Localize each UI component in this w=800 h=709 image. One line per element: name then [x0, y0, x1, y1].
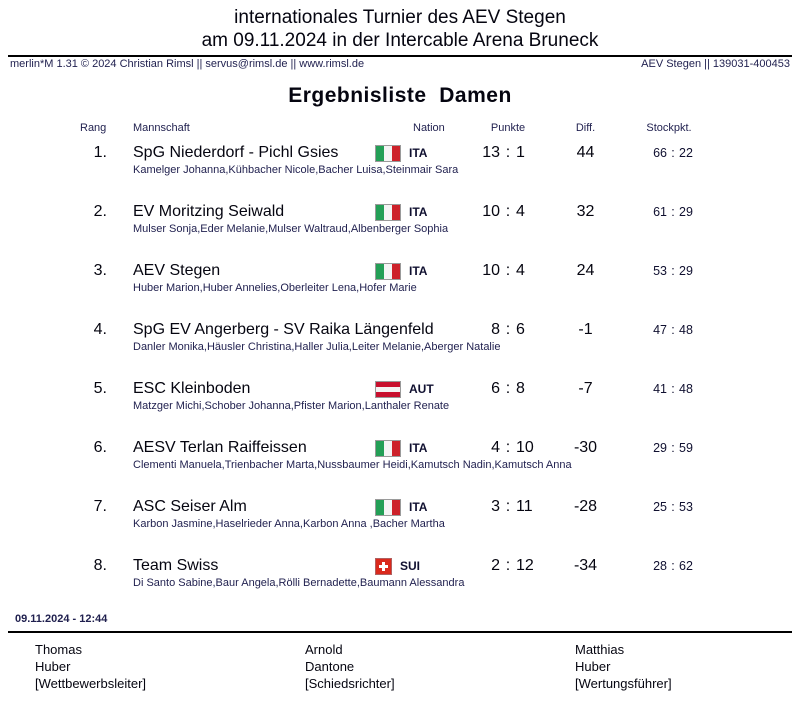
nation-code: ITA — [409, 146, 428, 160]
results-table — [75, 122, 705, 616]
stock-against: 48 — [679, 382, 693, 396]
stock-points-cell — [615, 264, 705, 278]
nation-cell — [375, 263, 460, 280]
row-main-line — [75, 557, 705, 575]
stock-separator: : — [671, 323, 675, 337]
nation-code: ITA — [409, 205, 428, 219]
points-cell — [460, 262, 556, 280]
stock-points-cell — [615, 323, 705, 337]
official-first-name: Thomas — [35, 642, 82, 657]
column-header-points: Punkte — [490, 122, 526, 134]
stock-for: 53 — [653, 264, 667, 278]
stock-separator: : — [671, 500, 675, 514]
rank-value: 5. — [93, 380, 107, 397]
team-name: ASC Seiser Alm — [133, 498, 247, 515]
table-row — [75, 439, 705, 498]
nation-cell — [375, 322, 460, 339]
points-against: 4 — [516, 262, 525, 279]
points-for: 10 — [482, 262, 500, 279]
stock-against: 59 — [679, 441, 693, 455]
nation-code: AUT — [409, 382, 434, 396]
header-divider — [8, 55, 792, 57]
player-list: Clementi Manuela,Trienbacher Marta,Nussbaumer Heidi,Kamutsch Nadin,Kamutsch Anna — [133, 459, 572, 471]
stock-against: 29 — [679, 205, 693, 219]
row-main-line — [75, 380, 705, 398]
stock-for: 66 — [653, 146, 667, 160]
tournament-title-line1: internationales Turnier des AEV Stegen — [234, 7, 566, 28]
diff-value: -34 — [573, 557, 598, 574]
rank-value: 3. — [93, 262, 107, 279]
player-list: Mulser Sonja,Eder Melanie,Mulser Waltraud,Albenberger Sophia — [133, 223, 449, 235]
official-last-name: Huber — [575, 659, 611, 674]
points-separator: : — [505, 321, 511, 338]
team-name: AEV Stegen — [133, 262, 221, 279]
team-name: ESC Kleinboden — [133, 380, 251, 397]
row-main-line — [75, 498, 705, 516]
stock-points-cell — [615, 500, 705, 514]
stock-against: 62 — [679, 559, 693, 573]
points-against: 4 — [516, 203, 525, 220]
row-main-line — [75, 439, 705, 457]
player-list: Kamelger Johanna,Kühbacher Nicole,Bacher Luisa,Steinmair Sara — [133, 164, 459, 176]
diff-value: -30 — [573, 439, 598, 456]
stock-for: 41 — [653, 382, 667, 396]
row-main-line — [75, 262, 705, 280]
column-header-stock: Stockpkt. — [646, 122, 692, 134]
table-row — [75, 262, 705, 321]
official-first-name: Matthias — [575, 642, 625, 657]
table-header-row — [75, 122, 705, 134]
rank-value: 7. — [93, 498, 107, 515]
table-row — [75, 203, 705, 262]
points-cell — [460, 498, 556, 516]
tournament-title-line2: am 09.11.2024 in der Intercable Arena Bruneck — [201, 30, 599, 51]
points-cell — [460, 203, 556, 221]
stock-separator: : — [671, 205, 675, 219]
points-separator: : — [505, 498, 511, 515]
stock-points-cell — [615, 441, 705, 455]
nation-flag-icon — [375, 558, 392, 575]
nation-code: SUI — [400, 559, 421, 573]
player-list: Huber Marion,Huber Annelies,Oberleiter Lena,Hofer Marie — [133, 282, 417, 294]
tournament-title — [0, 6, 800, 52]
table-row — [75, 321, 705, 380]
team-name: AESV Terlan Raiffeissen — [133, 439, 307, 456]
player-list: Danler Monika,Häusler Christina,Haller Julia,Leiter Melanie,Aberger Natalie — [133, 341, 501, 353]
nation-cell — [375, 204, 460, 221]
stock-for: 47 — [653, 323, 667, 337]
diff-value: 32 — [576, 203, 595, 220]
nation-flag-icon — [375, 499, 401, 516]
diff-value: -7 — [578, 380, 593, 397]
official-schiedsrichter — [305, 641, 575, 692]
points-against: 12 — [516, 557, 534, 574]
points-against: 11 — [516, 498, 533, 515]
page-title: Ergebnisliste Damen — [288, 84, 512, 107]
diff-value: -1 — [578, 321, 593, 338]
stock-separator: : — [671, 382, 675, 396]
points-for: 2 — [491, 557, 500, 574]
points-cell — [460, 557, 556, 575]
stock-points-cell — [615, 559, 705, 573]
official-role: [Schiedsrichter] — [305, 676, 395, 691]
print-timestamp: 09.11.2024 - 12:44 — [15, 613, 108, 625]
nation-flag-icon — [375, 204, 401, 221]
officials-block — [35, 641, 765, 692]
points-against: 10 — [516, 439, 534, 456]
points-for: 10 — [482, 203, 500, 220]
footer-divider — [8, 631, 792, 633]
diff-value: -28 — [573, 498, 598, 515]
player-list: Matzger Michi,Schober Johanna,Pfister Marion,Lanthaler Renate — [133, 400, 450, 412]
stock-separator: : — [671, 146, 675, 160]
rank-value: 4. — [93, 321, 107, 338]
stock-separator: : — [671, 264, 675, 278]
table-row — [75, 498, 705, 557]
rank-value: 1. — [93, 144, 107, 161]
points-against: 8 — [516, 380, 525, 397]
nation-cell — [375, 440, 460, 457]
rank-value: 6. — [93, 439, 107, 456]
nation-flag-icon — [375, 263, 401, 280]
stock-for: 25 — [653, 500, 667, 514]
meta-bar — [10, 58, 790, 70]
official-last-name: Dantone — [305, 659, 355, 674]
stock-against: 48 — [679, 323, 693, 337]
stock-for: 28 — [653, 559, 667, 573]
points-against: 1 — [516, 144, 525, 161]
diff-value: 24 — [576, 262, 595, 279]
official-role: [Wertungsführer] — [575, 676, 672, 691]
points-separator: : — [505, 557, 511, 574]
stock-points-cell — [615, 205, 705, 219]
official-wettbewerbsleiter — [35, 641, 305, 692]
nation-code: ITA — [409, 264, 428, 278]
diff-value: 44 — [576, 144, 595, 161]
official-last-name: Huber — [35, 659, 71, 674]
points-for: 8 — [491, 321, 500, 338]
column-header-nation: Nation — [413, 122, 445, 134]
nation-cell — [375, 558, 460, 575]
points-separator: : — [505, 203, 511, 220]
column-header-diff: Diff. — [575, 122, 596, 134]
stock-against: 53 — [679, 500, 693, 514]
team-name: Team Swiss — [133, 557, 219, 574]
stock-separator: : — [671, 441, 675, 455]
nation-cell — [375, 381, 460, 398]
official-first-name: Arnold — [305, 642, 343, 657]
official-role: [Wettbewerbsleiter] — [35, 676, 147, 691]
points-cell — [460, 144, 556, 162]
points-for: 13 — [482, 144, 500, 161]
rank-value: 2. — [93, 203, 107, 220]
team-name: SpG EV Angerberg - SV Raika Längenfeld — [133, 321, 434, 338]
points-separator: : — [505, 439, 511, 456]
rank-value: 8. — [93, 557, 107, 574]
table-row — [75, 380, 705, 439]
column-header-rank: Rang — [80, 122, 107, 134]
nation-code: ITA — [409, 500, 428, 514]
stock-points-cell — [615, 146, 705, 160]
stock-for: 29 — [653, 441, 667, 455]
club-id: AEV Stegen || 139031-400453 — [641, 58, 790, 70]
row-main-line — [75, 203, 705, 221]
stock-separator: : — [671, 559, 675, 573]
team-name: EV Moritzing Seiwald — [133, 203, 285, 220]
points-cell — [460, 321, 556, 339]
points-for: 4 — [491, 439, 500, 456]
points-cell — [460, 439, 556, 457]
table-row — [75, 144, 705, 203]
points-separator: : — [505, 144, 511, 161]
nation-flag-icon — [375, 145, 401, 162]
row-main-line — [75, 321, 705, 339]
table-row — [75, 557, 705, 616]
points-against: 6 — [516, 321, 525, 338]
points-for: 3 — [491, 498, 500, 515]
nation-flag-icon — [375, 381, 401, 398]
player-list: Di Santo Sabine,Baur Angela,Rölli Bernadette,Baumann Alessandra — [133, 577, 465, 589]
column-header-team: Mannschaft — [133, 122, 190, 134]
nation-cell — [375, 499, 460, 516]
software-credit: merlin*M 1.31 © 2024 Christian Rimsl || servus@rimsl.de || www.rimsl.de — [10, 58, 365, 70]
points-cell — [460, 380, 556, 398]
stock-points-cell — [615, 382, 705, 396]
stock-for: 61 — [653, 205, 667, 219]
points-separator: : — [505, 380, 511, 397]
points-for: 6 — [491, 380, 500, 397]
table-body — [75, 144, 705, 616]
nation-cell — [375, 145, 460, 162]
team-name: SpG Niederdorf - Pichl Gsies — [133, 144, 339, 161]
official-wertungsfuehrer — [575, 641, 765, 692]
points-separator: : — [505, 262, 511, 279]
nation-code: ITA — [409, 441, 428, 455]
row-main-line — [75, 144, 705, 162]
stock-against: 29 — [679, 264, 693, 278]
stock-against: 22 — [679, 146, 693, 160]
player-list: Karbon Jasmine,Haselrieder Anna,Karbon Anna ,Bacher Martha — [133, 518, 445, 530]
nation-flag-icon — [375, 440, 401, 457]
